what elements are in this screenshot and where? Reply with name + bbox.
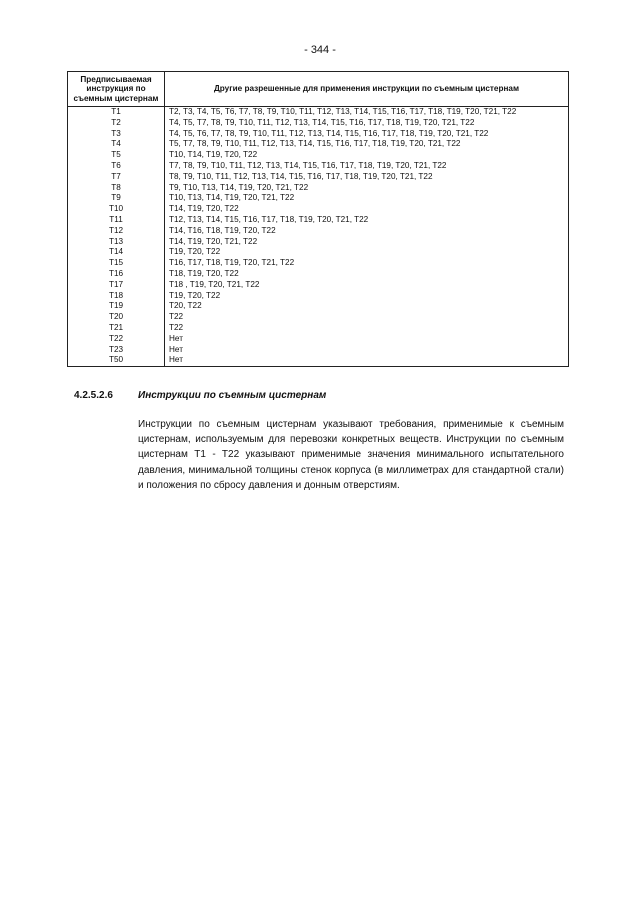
permitted-instructions-cell: T4, T5, T6, T7, T8, T9, T10, T11, T12, T13, T14, T15, T16, T17, T18, T19, T20, T21, T22 (165, 129, 569, 140)
permitted-instructions-cell: T14, T19, T20, T22 (165, 204, 569, 215)
section-title: Инструкции по съемным цистернам (138, 390, 327, 401)
permitted-instructions-cell: T8, T9, T10, T11, T12, T13, T14, T15, T16, T17, T18, T19, T20, T21, T22 (165, 172, 569, 183)
table-row (68, 161, 569, 172)
table-row (68, 312, 569, 323)
prescribed-instruction-cell: T3 (68, 129, 165, 140)
table-row (68, 237, 569, 248)
section-number: 4.2.5.2.6 (74, 390, 113, 401)
prescribed-instruction-cell: T14 (68, 247, 165, 258)
prescribed-instruction-cell: T21 (68, 323, 165, 334)
permitted-instructions-cell: T22 (165, 323, 569, 334)
permitted-instructions-cell: T18, T19, T20, T22 (165, 269, 569, 280)
prescribed-instruction-cell: T8 (68, 183, 165, 194)
table-row (68, 172, 569, 183)
permitted-instructions-cell: T4, T5, T7, T8, T9, T10, T11, T12, T13, T14, T15, T16, T17, T18, T19, T20, T21, T22 (165, 118, 569, 129)
header-prescribed-instruction: Предписываемая инструкция по съемным цистернам (68, 72, 165, 107)
portable-tank-instructions-table (67, 71, 569, 367)
prescribed-instruction-cell: T9 (68, 193, 165, 204)
prescribed-instruction-cell: T16 (68, 269, 165, 280)
table-row (68, 247, 569, 258)
permitted-instructions-cell: Нет (165, 355, 569, 366)
prescribed-instruction-cell: T12 (68, 226, 165, 237)
table-row (68, 226, 569, 237)
prescribed-instruction-cell: T6 (68, 161, 165, 172)
table-row (68, 334, 569, 345)
header-other-permitted-instructions: Другие разрешенные для применения инструкции по съемным цистернам (165, 72, 569, 107)
body-paragraph: Инструкции по съемным цистернам указывают требования, применимые к съемным цистернам, используемым для перевозки конкретных веществ. Инструкции по съемным цистернам T1 - T22 указывают применимые значения минимального испытательного давления, минимальной толщины стенок корпуса (в миллиметрах для стандартной стали) и положения по сбросу давления и донным отверстиям. (138, 419, 564, 491)
table-row (68, 258, 569, 269)
table-row (68, 345, 569, 356)
permitted-instructions-cell: T10, T14, T19, T20, T22 (165, 150, 569, 161)
table-row (68, 301, 569, 312)
permitted-instructions-cell: T19, T20, T22 (165, 291, 569, 302)
permitted-instructions-cell: T20, T22 (165, 301, 569, 312)
permitted-instructions-cell: T16, T17, T18, T19, T20, T21, T22 (165, 258, 569, 269)
prescribed-instruction-cell: T19 (68, 301, 165, 312)
table-row (68, 280, 569, 291)
prescribed-instruction-cell: T20 (68, 312, 165, 323)
permitted-instructions-cell: T5, T7, T8, T9, T10, T11, T12, T13, T14, T15, T16, T17, T18, T19, T20, T21, T22 (165, 139, 569, 150)
prescribed-instruction-cell: T22 (68, 334, 165, 345)
table-row (68, 107, 569, 118)
prescribed-instruction-cell: T7 (68, 172, 165, 183)
prescribed-instruction-cell: T5 (68, 150, 165, 161)
permitted-instructions-cell: T10, T13, T14, T19, T20, T21, T22 (165, 193, 569, 204)
table-row (68, 118, 569, 129)
permitted-instructions-cell: T12, T13, T14, T15, T16, T17, T18, T19, T20, T21, T22 (165, 215, 569, 226)
table-row (68, 193, 569, 204)
table-row (68, 150, 569, 161)
table-row (68, 183, 569, 194)
permitted-instructions-cell: T14, T19, T20, T21, T22 (165, 237, 569, 248)
prescribed-instruction-cell: T23 (68, 345, 165, 356)
prescribed-instruction-cell: T2 (68, 118, 165, 129)
prescribed-instruction-cell: T50 (68, 355, 165, 366)
permitted-instructions-cell: T18 , T19, T20, T21, T22 (165, 280, 569, 291)
section-heading (74, 390, 326, 401)
prescribed-instruction-cell: T4 (68, 139, 165, 150)
prescribed-instruction-cell: T18 (68, 291, 165, 302)
prescribed-instruction-cell: T13 (68, 237, 165, 248)
table-row (68, 129, 569, 140)
permitted-instructions-cell: T2, T3, T4, T5, T6, T7, T8, T9, T10, T11, T12, T13, T14, T15, T16, T17, T18, T19, T20, T21, T22 (165, 107, 569, 118)
table-row (68, 204, 569, 215)
prescribed-instruction-cell: T17 (68, 280, 165, 291)
permitted-instructions-cell: T22 (165, 312, 569, 323)
permitted-instructions-cell: T7, T8, T9, T10, T11, T12, T13, T14, T15, T16, T17, T18, T19, T20, T21, T22 (165, 161, 569, 172)
permitted-instructions-cell: T14, T16, T18, T19, T20, T22 (165, 226, 569, 237)
prescribed-instruction-cell: T11 (68, 215, 165, 226)
prescribed-instruction-cell: T15 (68, 258, 165, 269)
table-row (68, 269, 569, 280)
table-row (68, 323, 569, 334)
permitted-instructions-cell: Нет (165, 334, 569, 345)
table-row (68, 355, 569, 366)
prescribed-instruction-cell: T10 (68, 204, 165, 215)
table-row (68, 139, 569, 150)
table-body (68, 107, 569, 367)
table-row (68, 215, 569, 226)
permitted-instructions-cell: T19, T20, T22 (165, 247, 569, 258)
permitted-instructions-cell: T9, T10, T13, T14, T19, T20, T21, T22 (165, 183, 569, 194)
table-row (68, 291, 569, 302)
permitted-instructions-cell: Нет (165, 345, 569, 356)
table-header-row (68, 72, 569, 107)
page-number: - 344 - (304, 44, 336, 56)
prescribed-instruction-cell: T1 (68, 107, 165, 118)
